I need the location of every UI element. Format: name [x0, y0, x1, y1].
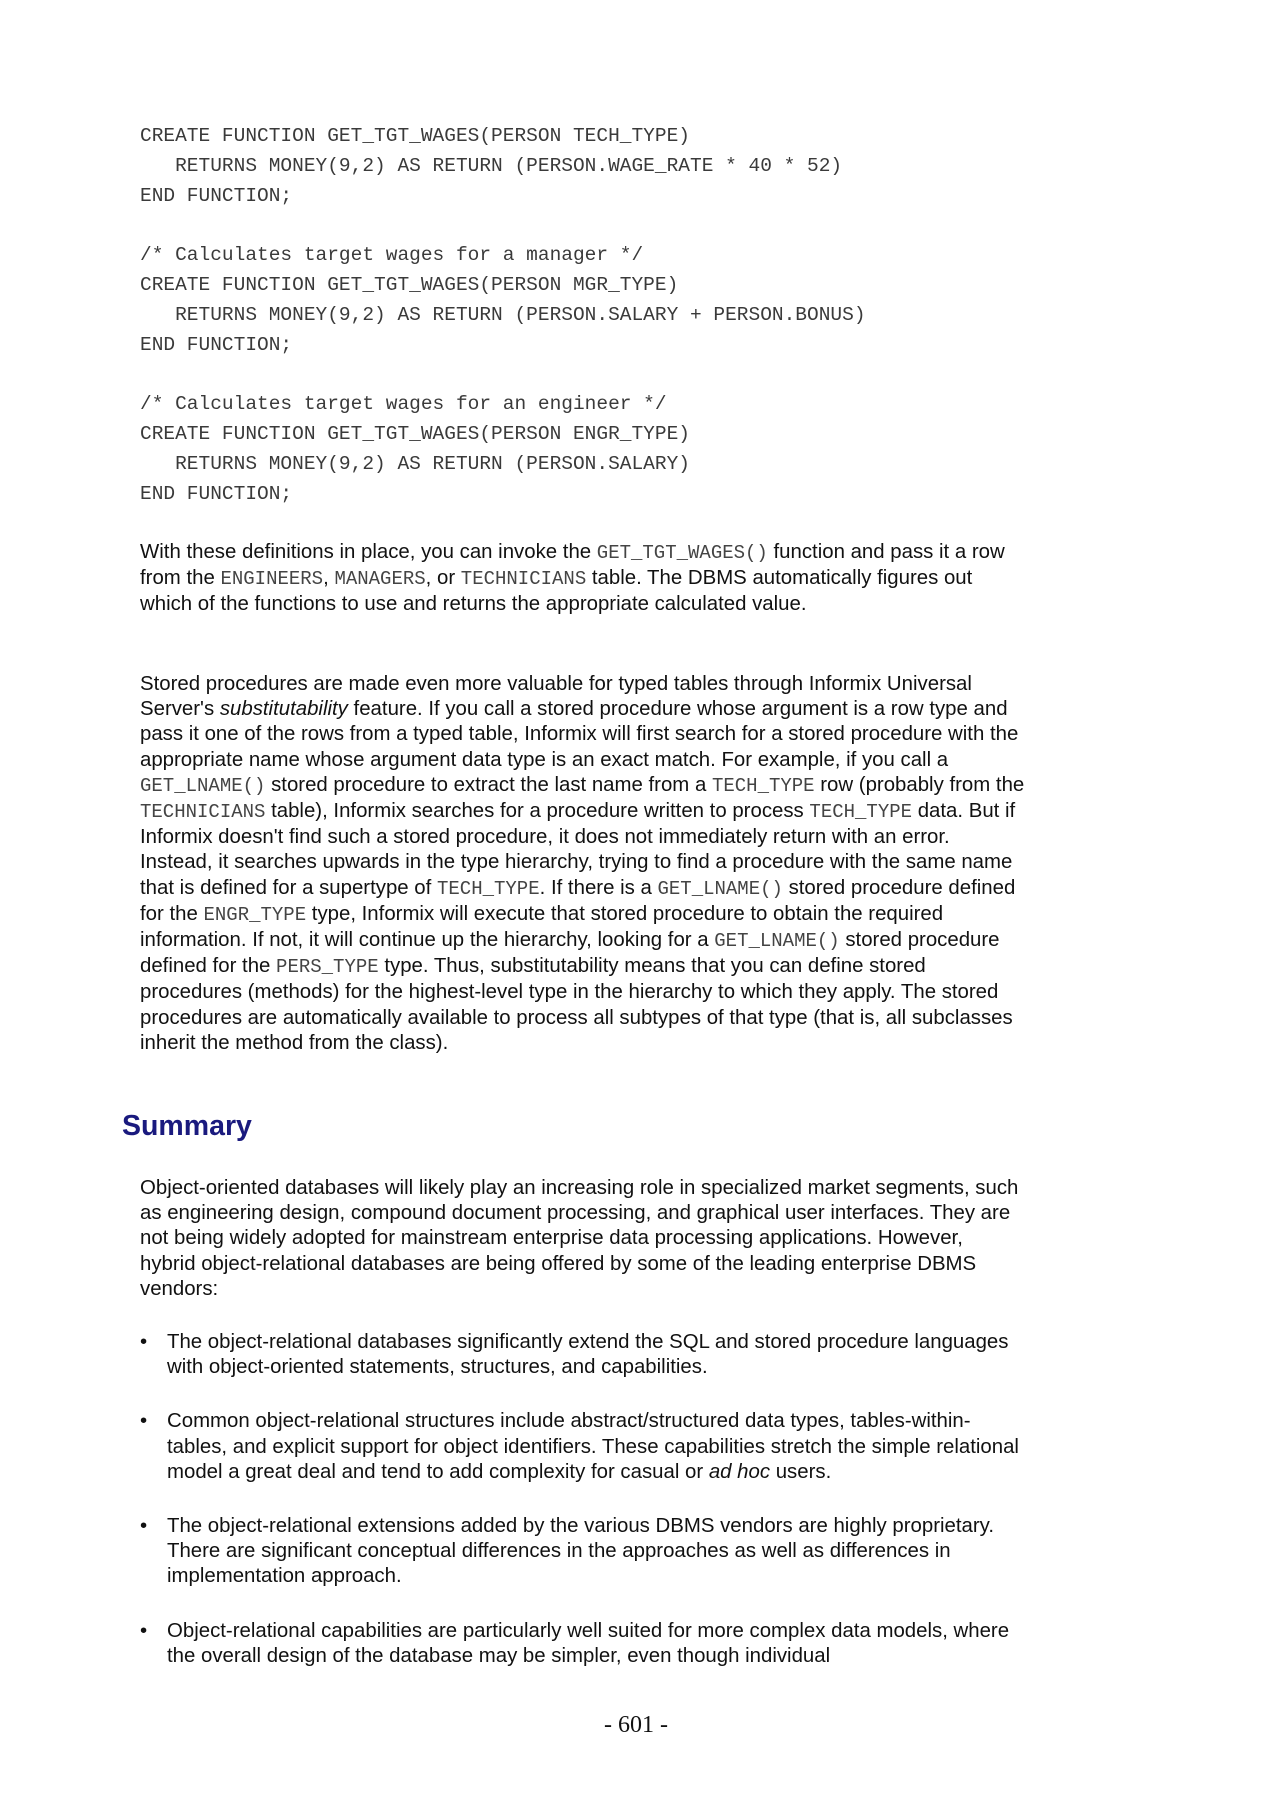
inline-code: ENGR_TYPE: [203, 903, 307, 926]
code-line: RETURNS MONEY(9,2) AS RETURN (PERSON.WAGE_RATE * 40 * 52): [140, 154, 843, 177]
inline-code: GET_LNAME(): [657, 877, 783, 900]
code-line: END FUNCTION;: [140, 184, 293, 207]
inline-code: MANAGERS: [334, 568, 426, 591]
inline-code: GET_TGT_WAGES(): [596, 542, 768, 564]
paragraph-substitutability: [140, 672, 1025, 1056]
code-line: [140, 211, 1040, 241]
code-line: RETURNS MONEY(9,2) AS RETURN (PERSON.SALARY): [140, 452, 690, 475]
text-run: table), Informix searches for a procedure written to process: [265, 800, 810, 823]
paragraph-function-invocation: [140, 540, 1010, 618]
inline-code: ENGINEERS: [220, 568, 324, 591]
text-run: , or: [425, 567, 461, 590]
text-run: row (probably from the: [814, 773, 1025, 796]
inline-code: TECHNICIANS: [460, 568, 587, 591]
code-line: RETURNS MONEY(9,2) AS RETURN (PERSON.SALARY + PERSON.BONUS): [140, 303, 866, 326]
list-item-text: users.: [770, 1460, 832, 1483]
emphasis: substitutability: [219, 698, 348, 721]
inline-code: GET_LNAME(): [140, 774, 266, 797]
text-run: stored procedure to extract the last name from a: [265, 773, 712, 796]
inline-code: GET_LNAME(): [714, 930, 840, 953]
list-item-text: The object-relational databases significantly extend the SQL and stored procedure languages with object-oriented statements, structures, and capabilities.: [167, 1331, 1009, 1379]
list-item-text: Object-relational capabilities are particularly well suited for more complex data models, where the overall design of the database may be simpler, even though individual: [167, 1619, 1010, 1667]
section-heading: Summary: [122, 1110, 252, 1142]
summary-bullet-list: [140, 1330, 1020, 1669]
text-run: stored procedure defined for the: [140, 876, 1016, 925]
summary-paragraph: Object-oriented databases will likely play an increasing role in specialized market segments, such as engineering design, compound document processing, and graphical user interfaces. They are not being widely adopted for mainstream enterprise data processing applications. However, hybrid object-relational databases are being offered by some of the leading enterprise DBMS vendors:: [140, 1177, 1019, 1300]
inline-code: TECH_TYPE: [711, 774, 815, 797]
bullet-icon: •: [140, 1515, 148, 1538]
inline-code: TECH_TYPE: [809, 801, 913, 824]
bullet-icon: •: [140, 1331, 148, 1353]
inline-code: TECH_TYPE: [436, 877, 540, 900]
code-line: CREATE FUNCTION GET_TGT_WAGES(PERSON ENGR_TYPE): [140, 422, 690, 445]
code-line: /* Calculates target wages for an engineer */: [140, 393, 667, 416]
list-item: [140, 1619, 1020, 1669]
code-line: CREATE FUNCTION GET_TGT_WAGES(PERSON MGR_TYPE): [140, 273, 679, 296]
list-item: [140, 1514, 1020, 1590]
list-item: [140, 1330, 1020, 1380]
text-run: Stored procedures are made even more valuable for typed tables through Informix Universal Server's: [140, 673, 972, 721]
list-item-text: The object-relational extensions added by the various DBMS vendors are highly proprietary. There are significant conceptual differences in the approaches as well as differences in implementation approach.: [167, 1515, 995, 1588]
code-line: CREATE FUNCTION GET_TGT_WAGES(PERSON TECH_TYPE): [140, 125, 690, 147]
code-line: END FUNCTION;: [140, 482, 293, 505]
code-block: [140, 122, 1040, 509]
text-run: feature. If you call a stored procedure whose argument is a row type and pass it one of the rows from a typed table, Informix will first search for a stored procedure with the appropriate name whose argument data type is an exact match. For example, if you call a: [140, 698, 1019, 771]
code-line: /* Calculates target wages for a manager */: [140, 244, 644, 267]
inline-code: PERS_TYPE: [276, 956, 379, 979]
text-run: type. Thus, substitutability means that you can define stored procedures (methods) for the highest-level type in the hierarchy to which they apply. The stored procedures are automatically available to process all subtypes of that type (that is, all subclasses inherit the method from the class).: [140, 955, 1013, 1054]
emphasis: ad hoc: [708, 1460, 771, 1483]
list-item: [140, 1409, 1020, 1485]
bullet-icon: •: [140, 1410, 148, 1433]
text-run: With these definitions in place, you can invoke the: [140, 541, 597, 563]
list-item-text: Common object-relational structures include abstract/structured data types, tables-within-tables, and explicit support for object identifiers. These capabilities stretch the simple relational model a great deal and tend to add complexity for casual or: [167, 1410, 1019, 1483]
text-run: stored procedure defined for the: [140, 929, 1000, 978]
code-line: [140, 360, 1040, 390]
text-run: type, Informix will execute that stored procedure to obtain the required information. If not, it will continue up the hierarchy, looking for a: [140, 902, 944, 952]
inline-code: TECHNICIANS: [140, 801, 266, 824]
text-run: ,: [323, 567, 335, 590]
text-run: . If there is a: [539, 876, 658, 899]
page-number: - 601 -: [604, 1712, 668, 1738]
code-line: END FUNCTION;: [140, 333, 293, 356]
text-run: table. The DBMS automatically figures out which of the functions to use and returns the appropriate calculated value.: [140, 567, 973, 616]
text-run: function and pass it a row from the: [140, 541, 1005, 590]
text-run: data. But if Informix doesn't find such a stored procedure, it does not immediately return with an error. Instead, it searches upwards in the type hierarchy, trying to find a procedure with the same name that is defined for a supertype of: [140, 800, 1016, 899]
bullet-icon: •: [140, 1619, 148, 1642]
